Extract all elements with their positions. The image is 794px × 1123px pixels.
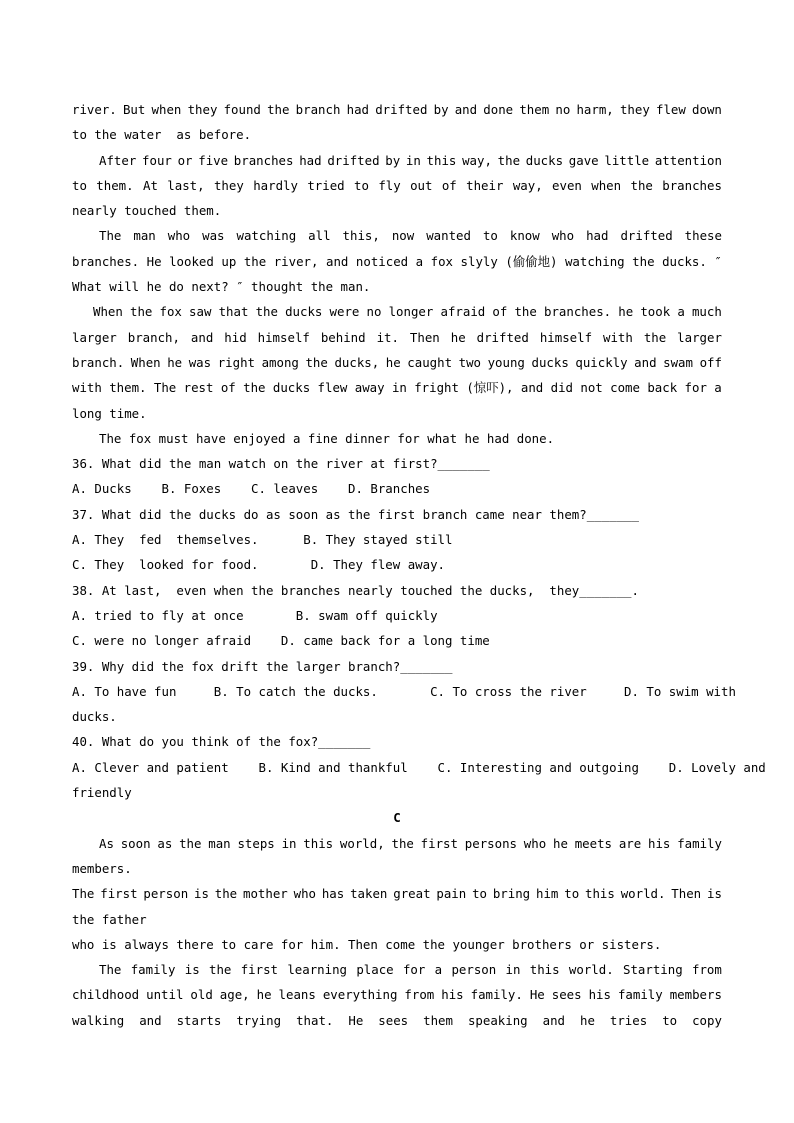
passage-line: members. <box>72 860 132 876</box>
passage-line: The man who was watching all this, now wanted to know who had drifted these <box>99 228 722 244</box>
question-40-options: friendly <box>72 785 132 801</box>
passage-line: to the water as before. <box>72 127 252 143</box>
passage-line: long time. <box>72 405 147 421</box>
passage-line: with them. The rest of the ducks flew away in fright (惊吓), and did not come back for a <box>72 380 722 396</box>
passage-line: The fox must have enjoyed a fine dinner for what he had done. <box>99 430 555 446</box>
question-38-options: A. tried to fly at once B. swam off quickly <box>72 607 438 623</box>
document-page <box>72 97 766 1033</box>
passage-line: What will he do next? ″ thought the man. <box>72 279 371 295</box>
question-39-options: A. To have fun B. To catch the ducks. C. To cross the river D. To swim with <box>72 683 736 699</box>
passage-line: to them. At last, they hardly tried to fly out of their way, even when the branches <box>72 177 722 193</box>
passage-line: nearly touched them. <box>72 203 222 219</box>
question-36-options: A. Ducks B. Foxes C. leaves D. Branches <box>72 481 431 497</box>
passage-line: branch. When he was right among the ducks, he caught two young ducks quickly and swam off <box>72 354 722 370</box>
passage-line: When the fox saw that the ducks were no longer afraid of the branches. he took a much <box>93 304 722 320</box>
passage-line: childhood until old age, he leans everything from his family. He sees his family members <box>72 987 722 1003</box>
passage-line: the father <box>72 911 147 927</box>
passage-line: As soon as the man steps in this world, the first persons who he meets are his family <box>99 835 722 851</box>
passage-line: who is always there to care for him. Then come the younger brothers or sisters. <box>72 936 662 952</box>
question-37-options: A. They fed themselves. B. They stayed still <box>72 532 453 548</box>
question-39-options: ducks. <box>72 709 117 725</box>
question-38-options: C. were no longer afraid D. came back for a long time <box>72 633 490 649</box>
passage-line: walking and starts trying that. He sees them speaking and he tries to copy <box>72 1012 722 1028</box>
question-40-options: A. Clever and patient B. Kind and thankful C. Interesting and outgoing D. Lovely and <box>72 759 766 775</box>
passage-line: river. But when they found the branch had drifted by and done them no harm, they flew down <box>72 102 722 117</box>
question-37-stem: 37. What did the ducks do as soon as the first branch came near them?_______ <box>72 506 639 522</box>
section-heading: C <box>393 810 401 826</box>
question-38-stem: 38. At last, even when the branches nearly touched the ducks, they_______. <box>72 582 639 598</box>
passage-line: The family is the first learning place for a person in this world. Starting from <box>99 962 722 978</box>
passage-line: branches. He looked up the river, and noticed a fox slyly (偷偷地) watching the ducks. ″ <box>72 253 722 269</box>
question-36-stem: 36. What did the man watch on the river at first?_______ <box>72 456 490 472</box>
question-37-options: C. They looked for food. D. They flew away. <box>72 557 445 573</box>
passage-line: larger branch, and hid himself behind it. Then he drifted himself with the larger <box>72 329 722 345</box>
passage-line: After four or five branches had drifted by in this way, the ducks gave little attention <box>99 152 722 168</box>
passage-line: The first person is the mother who has taken great pain to bring him to this world. Then is <box>72 886 722 902</box>
question-40-stem: 40. What do you think of the fox?_______ <box>72 734 371 750</box>
question-39-stem: 39. Why did the fox drift the larger branch?_______ <box>72 658 453 674</box>
